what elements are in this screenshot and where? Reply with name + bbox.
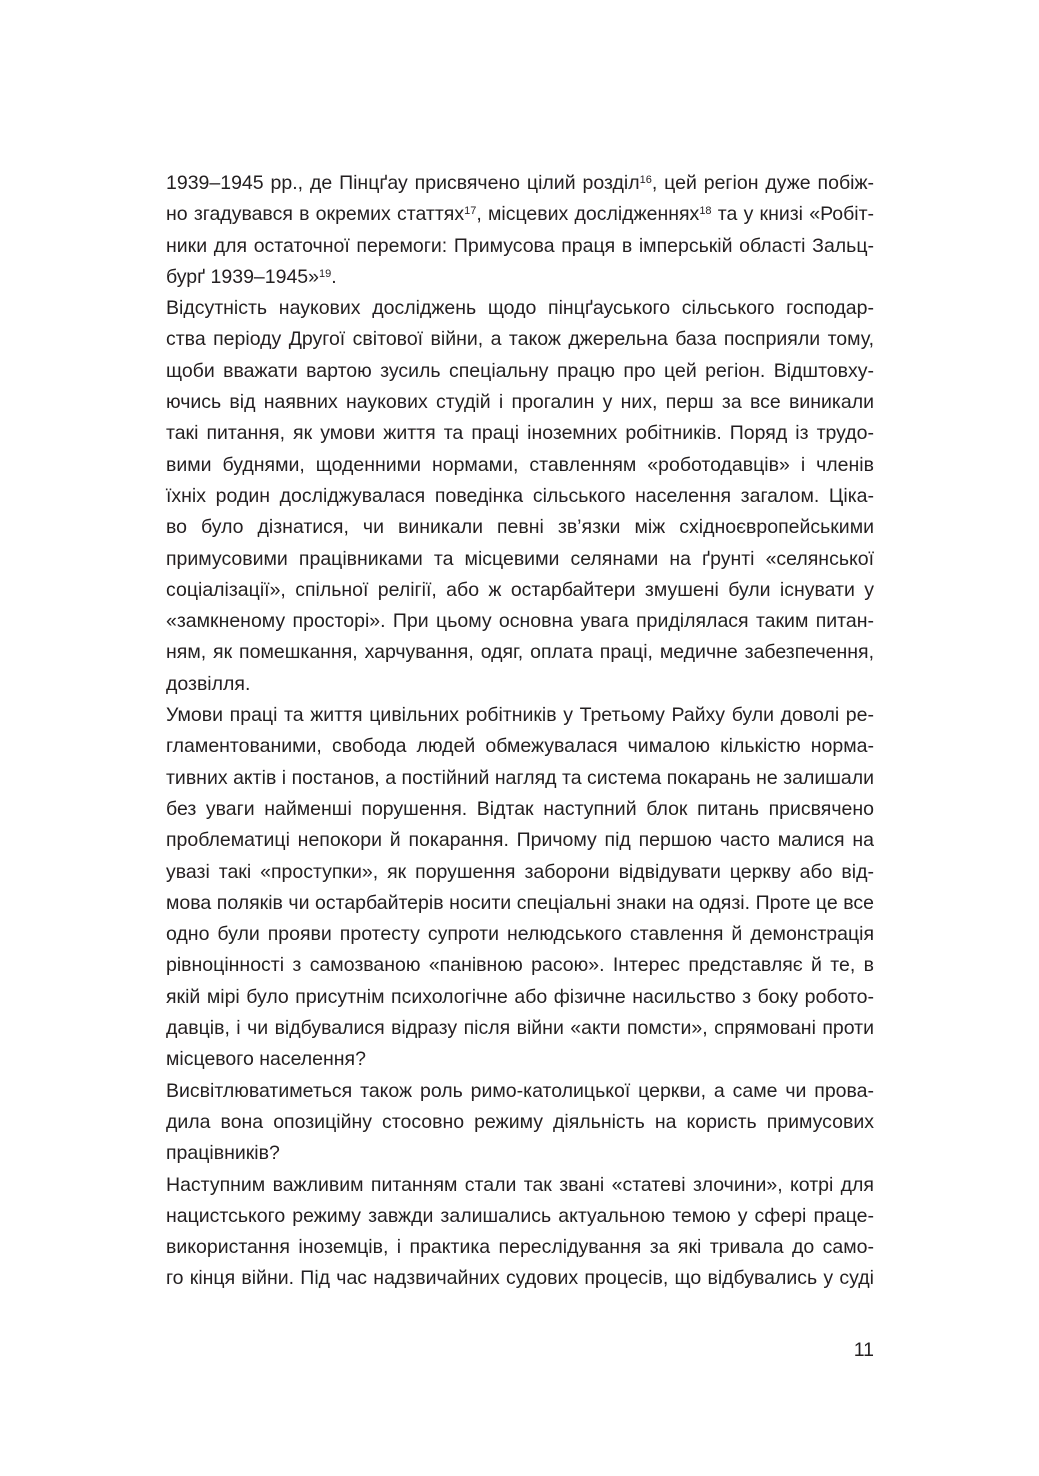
text-segment: одно були прояви протесту супроти нелюдського ставлення й демонстрація	[166, 923, 874, 946]
text-line	[166, 324, 874, 355]
text-segment: проблематиці непокори й покарання. Причому під першою часто малися на	[166, 829, 874, 852]
text-line	[166, 1013, 874, 1044]
text-segment: вими буднями, щоденними нормами, ставленням «роботодавців» і членів	[166, 453, 874, 476]
text-segment: ства періоду Другої світової війни, а також джерельна база посприяли тому,	[166, 328, 874, 351]
text-line	[166, 794, 874, 825]
text-line	[166, 293, 874, 324]
text-line	[166, 1170, 874, 1201]
text-line	[166, 669, 874, 700]
text-segment: Наступним важливим питанням стали так звані «статеві злочини», котрі для	[166, 1173, 874, 1196]
text-segment: працівників?	[166, 1142, 280, 1165]
text-line	[166, 199, 874, 230]
text-segment: якій мірі було присутнім психологічне або фізичне насильство з боку робото-	[166, 985, 874, 1008]
text-line	[166, 606, 874, 637]
text-segment: дила вона опозиційну стосовно режиму діяльність на користь примусових	[166, 1110, 874, 1133]
text-line	[166, 1232, 874, 1263]
text-line	[166, 1138, 874, 1169]
text-segment: ники для остаточної перемоги: Примусова праця в імперській області Зальц-	[166, 234, 874, 257]
text-line	[166, 950, 874, 981]
text-segment: та у книзі «Робіт-	[711, 203, 875, 226]
text-line	[166, 231, 874, 262]
text-segment: тивних актів і постанов, а постійний нагляд та система покарань не залишали	[166, 766, 874, 789]
text-segment: во було дізнатися, чи виникали певні зв’язки між східноєвропейськими	[166, 516, 874, 539]
footnote-reference: 16	[639, 173, 652, 186]
text-line	[166, 168, 874, 199]
text-segment: дозвілля.	[166, 672, 251, 695]
text-segment: щоби вважати вартою зусиль спеціальну працю про цей регіон. Відштовху-	[166, 359, 874, 382]
text-segment: примусовими працівниками та місцевими селянами на ґрунті «селянської	[166, 547, 874, 570]
text-line	[166, 888, 874, 919]
text-segment: го кінця війни. Під час надзвичайних судових процесів, що відбувались у суді	[166, 1267, 874, 1290]
text-segment: Висвітлюватиметься також роль римо-католицької церкви, а саме чи прова-	[166, 1079, 874, 1102]
text-line	[166, 919, 874, 950]
text-segment: увазі такі «проступки», як порушення заборони відвідувати церкву або від-	[166, 860, 874, 883]
text-line	[166, 825, 874, 856]
text-line	[166, 481, 874, 512]
text-segment: ючись від наявних наукових студій і прогалин у них, перш за все виникали	[166, 391, 874, 414]
text-segment: гламентованими, свобода людей обмежувалася чималою кількістю норма-	[166, 735, 874, 758]
text-line	[166, 1044, 874, 1075]
text-line	[166, 637, 874, 668]
text-segment: їхніх родин досліджувалася поведінка сільського населення загалом. Ціка-	[166, 484, 874, 507]
text-line	[166, 387, 874, 418]
text-line	[166, 700, 874, 731]
page-number: 11	[853, 1339, 874, 1361]
text-segment: такі питання, як умови життя та праці іноземних робітників. Поряд із трудо-	[166, 422, 874, 445]
text-line	[166, 731, 874, 762]
text-line	[166, 575, 874, 606]
text-segment: використання іноземців, і практика переслідування за які тривала до само-	[166, 1236, 874, 1259]
text-segment: «замкненому просторі». При цьому основна увага приділялася таким питан-	[166, 610, 874, 633]
text-segment: .	[331, 265, 337, 288]
text-segment: но згадувався в окремих статтях	[166, 203, 465, 226]
text-segment: нацистського режиму завжди залишались актуальною темою у сфері праце-	[166, 1204, 874, 1227]
text-segment: Умови праці та життя цивільних робітників у Третьому Райху були доволі ре-	[166, 704, 874, 727]
footnote-reference: 18	[699, 205, 712, 218]
text-line	[166, 1107, 874, 1138]
text-line	[166, 262, 874, 293]
text-line	[166, 512, 874, 543]
text-line	[166, 857, 874, 888]
text-segment: , місцевих дослідженнях	[476, 203, 700, 226]
text-segment: 1939–1945 рр., де Пінцґау присвячено цілий розділ	[166, 172, 640, 194]
text-segment: рівноцінності з самозваною «панівною расою». Інтерес представляє й те, в	[166, 954, 874, 977]
text-line	[166, 1076, 874, 1107]
text-line	[166, 1201, 874, 1232]
footnote-reference: 19	[319, 267, 332, 280]
text-segment: ням, як помешкання, харчування, одяг, оплата праці, медичне забезпечення,	[166, 641, 874, 664]
text-line	[166, 544, 874, 575]
text-segment: місцевого населення?	[166, 1048, 366, 1071]
text-line	[166, 418, 874, 449]
footnote-reference: 17	[464, 205, 477, 218]
text-segment: , цей регіон дуже побіж-	[651, 172, 874, 194]
text-line	[166, 982, 874, 1013]
text-segment: мова поляків чи остарбайтерів носити спеціальні знаки на одязі. Проте це все	[166, 891, 874, 914]
page-body-text	[166, 168, 874, 1295]
text-line	[166, 450, 874, 481]
text-segment: давців, і чи відбувалися відразу після війни «акти помсти», спрямовані проти	[166, 1017, 874, 1040]
text-segment: Відсутність наукових досліджень щодо пінцґауського сільського господар-	[166, 297, 874, 320]
text-segment: соціалізації», спільної релігії, або ж остарбайтери змушені були існувати у	[166, 578, 874, 601]
text-line	[166, 763, 874, 794]
text-segment: бурґ 1939–1945»	[166, 265, 320, 288]
text-line	[166, 356, 874, 387]
text-line	[166, 1263, 874, 1294]
text-segment: без уваги найменші порушення. Відтак наступний блок питань присвячено	[166, 797, 874, 820]
